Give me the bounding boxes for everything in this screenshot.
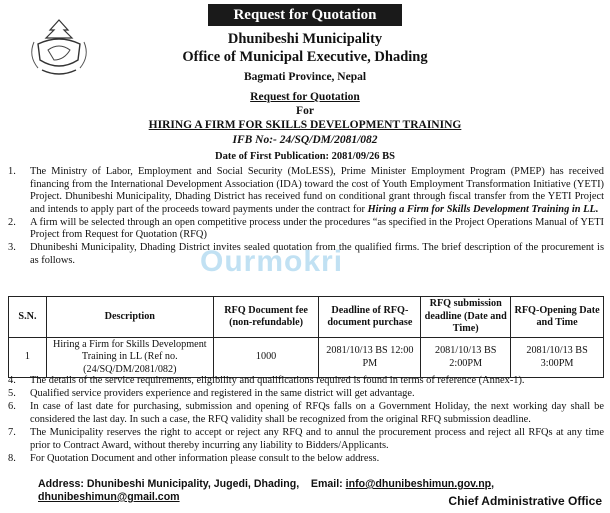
column-header: RFQ Document fee (non-refundable) bbox=[213, 297, 319, 338]
item-number: 2. bbox=[8, 216, 16, 228]
footer-address-line: Address: Dhunibeshi Municipality, Jugedi, Dhading, Email: info@dhunibeshimun.gov.np, dhunibeshimun@gmail.com bbox=[38, 478, 495, 503]
list-item bbox=[8, 375, 604, 388]
list-item bbox=[8, 453, 604, 466]
list-item bbox=[8, 166, 604, 217]
list-item bbox=[8, 427, 604, 452]
for-heading: For bbox=[296, 105, 314, 117]
item-number: 5. bbox=[8, 388, 16, 400]
email-link-primary[interactable]: info@dhunibeshimun.gov.np bbox=[345, 478, 492, 490]
item-text: A firm will be selected through an open competitive process under the procedures “as specified in the Project Operations Manual of YETI Project from Request for Quotation (RFQ) bbox=[30, 216, 604, 241]
column-header: RFQ-Opening Date and Time bbox=[511, 297, 604, 338]
item-number: 4. bbox=[8, 375, 16, 386]
column-header: Description bbox=[46, 297, 213, 338]
email-label: Email: bbox=[310, 478, 343, 490]
ifb-number: IFB No:- 24/SQ/DM/2081/082 bbox=[232, 134, 378, 146]
item-text: The Municipality reserves the right to accept or reject any RFQ and to annul the procurement process and reject all RFQs at any time prior to Contract Award, without thereby incurring any liability to Bidders/Applicants. bbox=[30, 427, 604, 451]
office-name: Office of Municipal Executive, Dhading bbox=[182, 49, 428, 65]
banner-title: Request for Quotation bbox=[208, 4, 402, 26]
table-cell: 2081/10/13 BS 3:00PM bbox=[511, 338, 604, 378]
publication-date: Date of First Publication: 2081/09/26 BS bbox=[215, 151, 395, 162]
hiring-heading-text: HIRING A FIRM FOR SKILLS DEVELOPMENT TRAINING bbox=[148, 119, 462, 131]
table-cell: 1 bbox=[9, 338, 47, 378]
item-number: 7. bbox=[8, 427, 16, 439]
table-cell: 2081/10/13 BS 2:00PM bbox=[421, 338, 511, 378]
list-item bbox=[8, 388, 604, 401]
table-cell: 2081/10/13 BS 12:00 PM bbox=[319, 338, 421, 378]
table-cell: 1000 bbox=[213, 338, 319, 378]
item-text: The details of the service requirements, eligibility and qualifications required is found in terms of reference (Annex-1). bbox=[30, 375, 525, 386]
rfq-heading bbox=[0, 90, 610, 104]
item-text bbox=[30, 166, 604, 217]
item-text: Dhunibeshi Municipality, Dhading District invites sealed quotation from the qualified firms. The brief description of the procurement is as follows. bbox=[30, 242, 604, 266]
item-number: 6. bbox=[8, 401, 16, 413]
watermark-logo: Ourmokri bbox=[200, 245, 344, 278]
table-cell: Hiring a Firm for Skills Development Training in LL (Ref no. (24/SQ/DM/2081/082) bbox=[46, 338, 213, 378]
notice-items-bottom bbox=[8, 375, 604, 466]
item-number: 3. bbox=[8, 242, 16, 254]
province-name: Bagmati Province, Nepal bbox=[243, 71, 367, 83]
address-text: Address: Dhunibeshi Municipality, Jugedi, Dhading, bbox=[38, 478, 300, 490]
list-item bbox=[8, 401, 604, 426]
item-text: In case of last date for purchasing, submission and opening of RFQs falls on a Government Holiday, the next working day shall be considered the last day. In such a case, the RFQ validity shall be recognized from the original RFQ submission deadline. bbox=[30, 401, 604, 426]
table-header-row bbox=[9, 297, 604, 338]
item-number: 8. bbox=[8, 453, 16, 465]
hiring-heading bbox=[0, 118, 610, 132]
item-number: 1. bbox=[8, 166, 16, 177]
item-body: The Ministry of Labor, Employment and Social Security (MoLESS), Prime Minister Employment Program (PMEP) has received financing from the International Development Association (IDA) toward the cost of Youth Employment Transformation Initiative (YETI) Project. Dhunibeshi Municipality, Dhading District has received fund on conditional grant through fiscal transfer from the YETI Project and intends to apply part of the proceeds toward payments under the contract for bbox=[30, 166, 604, 216]
item-text: Qualified service providers experience and registered in the same district will get advantage. bbox=[30, 388, 415, 400]
municipality-name: Dhunibeshi Municipality bbox=[227, 31, 383, 47]
item-emphasis: Hiring a Firm for Skills Development Training in LL. bbox=[367, 204, 599, 216]
email-link-secondary[interactable]: dhunibeshimun@gmail.com bbox=[38, 490, 180, 503]
column-header: Deadline of RFQ-document purchase bbox=[319, 297, 421, 338]
column-header: S.N. bbox=[9, 297, 47, 338]
item-text: For Quotation Document and other information please consult to the below address. bbox=[30, 453, 380, 465]
procurement-table bbox=[8, 296, 604, 378]
list-item bbox=[8, 217, 604, 242]
signatory-title: Chief Administrative Office bbox=[448, 494, 602, 508]
table-row bbox=[9, 338, 604, 378]
column-header: RFQ submission deadline (Date and Time) bbox=[421, 297, 511, 338]
rfq-heading-text: Request for Quotation bbox=[250, 91, 360, 103]
